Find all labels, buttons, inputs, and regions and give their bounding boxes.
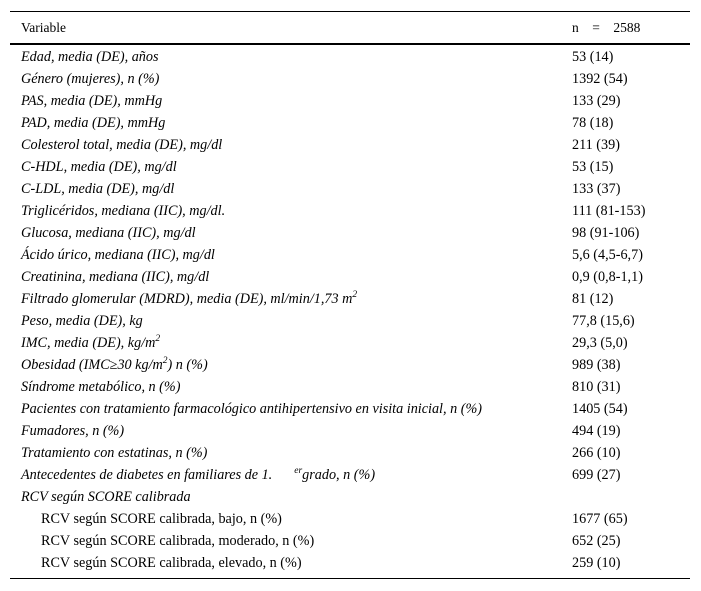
row-label: Ácido úrico, mediana (IIC), mg/dl — [21, 247, 215, 263]
table-row — [10, 288, 690, 310]
row-value: 266 (10) — [572, 445, 621, 461]
row-label: C-LDL, media (DE), mg/dl — [21, 181, 175, 197]
data-table — [10, 11, 690, 579]
row-label: RCV según SCORE calibrada, moderado, n (%) — [41, 533, 315, 549]
row-value: 53 (15) — [572, 159, 614, 175]
row-label: Filtrado glomerular (MDRD), media (DE), ml/min/1,73 $m^2$ — [21, 290, 358, 307]
table-row — [10, 530, 690, 552]
row-label: IMC, media (DE), $kg/m^2$ — [21, 334, 161, 351]
table-row — [10, 178, 690, 200]
table-row — [10, 332, 690, 354]
table-row — [10, 420, 690, 442]
row-label: Género (mujeres), n (%) — [21, 71, 160, 87]
header-n: n = 2588 — [572, 20, 641, 35]
table-row — [10, 398, 690, 420]
row-label: Creatinina, mediana (IIC), mg/dl — [21, 269, 210, 285]
row-value: 111 (81-153) — [572, 203, 646, 219]
row-value: 29,3 (5,0) — [572, 335, 628, 351]
row-label: C-HDL, media (DE), mg/dl — [21, 159, 177, 175]
table-row — [10, 310, 690, 332]
row-value: 259 (10) — [572, 555, 621, 571]
table-row — [10, 46, 690, 68]
row-value: 810 (31) — [572, 379, 621, 395]
row-value: 81 (12) — [572, 291, 614, 307]
row-label: Colesterol total, media (DE), mg/dl — [21, 137, 223, 153]
table-row — [10, 552, 690, 574]
table-body — [10, 45, 690, 578]
header-variable: Variable — [21, 20, 66, 35]
row-label: Obesidad (IMC≥30 $kg/m^2$) n (%) — [21, 356, 208, 373]
table-row — [10, 68, 690, 90]
row-label: RCV según SCORE calibrada, elevado, n (%) — [41, 555, 302, 571]
table-row — [10, 112, 690, 134]
row-label: PAS, media (DE), mmHg — [21, 93, 163, 109]
row-value: 0,9 (0,8-1,1) — [572, 269, 643, 285]
row-value: 1392 (54) — [572, 71, 628, 87]
row-value: 211 (39) — [572, 137, 620, 153]
row-label: Edad, media (DE), años — [21, 49, 159, 65]
row-value: 494 (19) — [572, 423, 621, 439]
table-row — [10, 200, 690, 222]
table-row — [10, 90, 690, 112]
row-label: Fumadores, n (%) — [21, 423, 125, 439]
row-value: 989 (38) — [572, 357, 621, 373]
row-value: 1405 (54) — [572, 401, 628, 417]
row-value: 1677 (65) — [572, 511, 628, 527]
table-row — [10, 266, 690, 288]
row-label: PAD, media (DE), mmHg — [21, 115, 166, 131]
row-label: Glucosa, mediana (IIC), mg/dl — [21, 225, 196, 241]
row-label: Tratamiento con estatinas, n (%) — [21, 445, 208, 461]
row-label: Triglicéridos, mediana (IIC), mg/dl. — [21, 203, 226, 219]
row-value: 98 (91-106) — [572, 225, 640, 241]
row-label: Pacientes con tratamiento farmacológico antihipertensivo en visita inicial, n (%) — [21, 401, 483, 417]
row-label: RCV según SCORE calibrada — [21, 489, 191, 505]
table-row — [10, 442, 690, 464]
row-value: 133 (29) — [572, 93, 621, 109]
row-label: Síndrome metabólico, n (%) — [21, 379, 181, 395]
table-row — [10, 376, 690, 398]
row-value: 53 (14) — [572, 49, 614, 65]
row-value: 78 (18) — [572, 115, 614, 131]
table-row — [10, 134, 690, 156]
row-value: 699 (27) — [572, 467, 621, 483]
table-row — [10, 244, 690, 266]
row-value: 133 (37) — [572, 181, 621, 197]
row-value: 652 (25) — [572, 533, 621, 549]
row-label: RCV según SCORE calibrada, bajo, n (%) — [41, 511, 282, 527]
table-row — [10, 464, 690, 486]
table-row — [10, 222, 690, 244]
table-header — [10, 12, 690, 43]
row-value: 77,8 (15,6) — [572, 313, 635, 329]
table-row — [10, 508, 690, 530]
table-bottom-rule — [10, 578, 690, 579]
row-label: Peso, media (DE), kg — [21, 313, 143, 329]
table-row — [10, 156, 690, 178]
row-label: Antecedentes de diabetes en familiares de 1. $^{er}$grado, n (%) — [21, 466, 376, 483]
row-value: 5,6 (4,5-6,7) — [572, 247, 643, 263]
table-row — [10, 354, 690, 376]
table-row — [10, 486, 690, 508]
